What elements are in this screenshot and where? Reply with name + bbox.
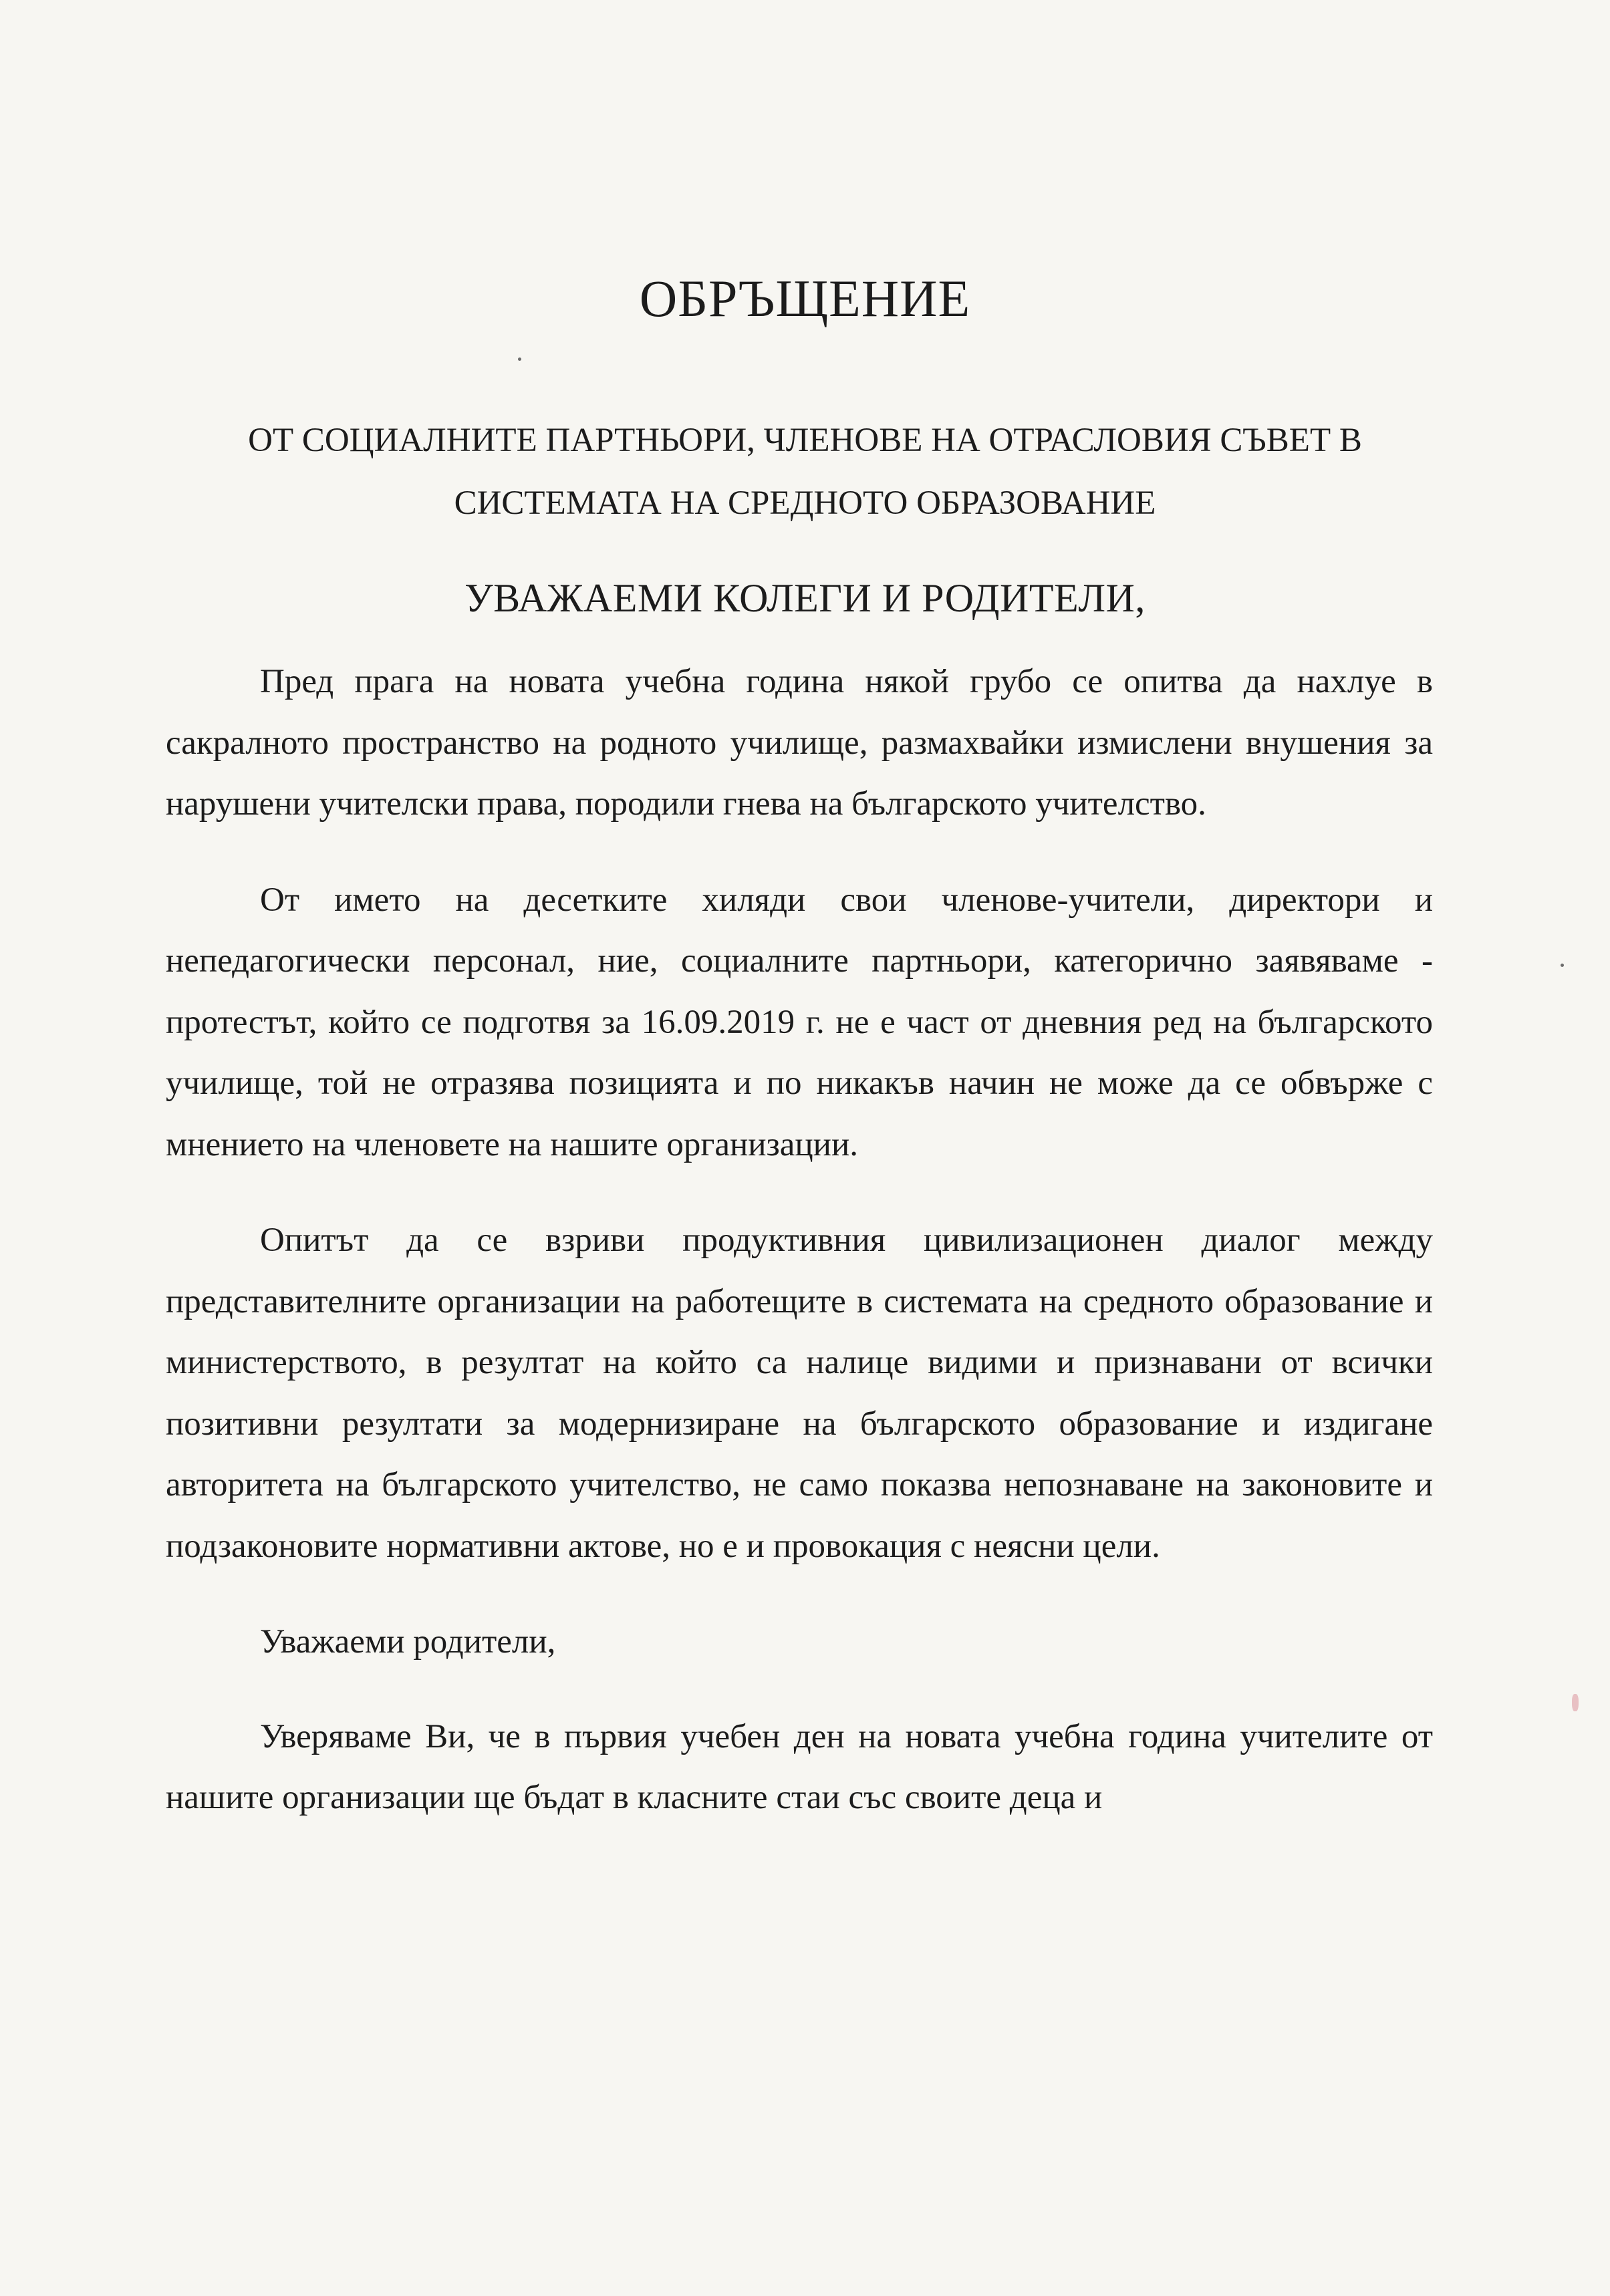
- document-title: ОБРЪЩЕНИЕ: [639, 269, 971, 327]
- subtitle-line-1: ОТ СОЦИАЛНИТЕ ПАРТНЬОРИ, ЧЛЕНОВЕ НА ОТРАСЛОВИЯ СЪВЕТ В: [248, 422, 1362, 459]
- paragraph-2: От името на десетките хиляди свои членове-учители, директори и непедагогически персонал, ние, социалните партньори, категорично заявяваме - протестът, който се подготвя за 16.09.2019 г. не е част от дневния ред на българското училище, той не отразява позицията и по никакъв начин не може да се обвърже с мнението на членовете на нашите организации.: [166, 881, 1433, 1163]
- scan-stain: [1572, 1694, 1579, 1711]
- scan-speck: [518, 357, 521, 361]
- scan-speck: [1561, 964, 1564, 967]
- paragraph-4: Уверяваме Ви, че в първия учебен ден на новата учебна година учителите от нашите организации ще бъдат в класните стаи със своите деца и: [166, 1717, 1433, 1816]
- salutation: УВАЖАЕМИ КОЛЕГИ И РОДИТЕЛИ,: [464, 576, 1146, 620]
- paragraph-3: Опитът да се взриви продуктивния цивилизационен диалог между представителните организации на работещите в системата на средното образование и министерството, в резултат на който са налице видими и признавани от всички позитивни резултати за модернизиране на българското образование и издигане авторитета на българското учителство, не само показва непознаване на законовите и подзаконовите нормативни актове, но е и провокация с неясни цели.: [166, 1222, 1433, 1565]
- document-subtitle: [134, 409, 1476, 535]
- subtitle-line-2: СИСТЕМАТА НА СРЕДНОТО ОБРАЗОВАНИЕ: [454, 484, 1156, 522]
- paragraph-1: Пред прага на новата учебна година някой грубо се опитва да нахлуе в сакралното пространство на родното училище, размахвайки измислени внушения за нарушени учителски права, породили гнева на българското учителство.: [166, 663, 1433, 823]
- parents-address: Уважаеми родители,: [260, 1623, 556, 1661]
- document-body: [166, 652, 1433, 1864]
